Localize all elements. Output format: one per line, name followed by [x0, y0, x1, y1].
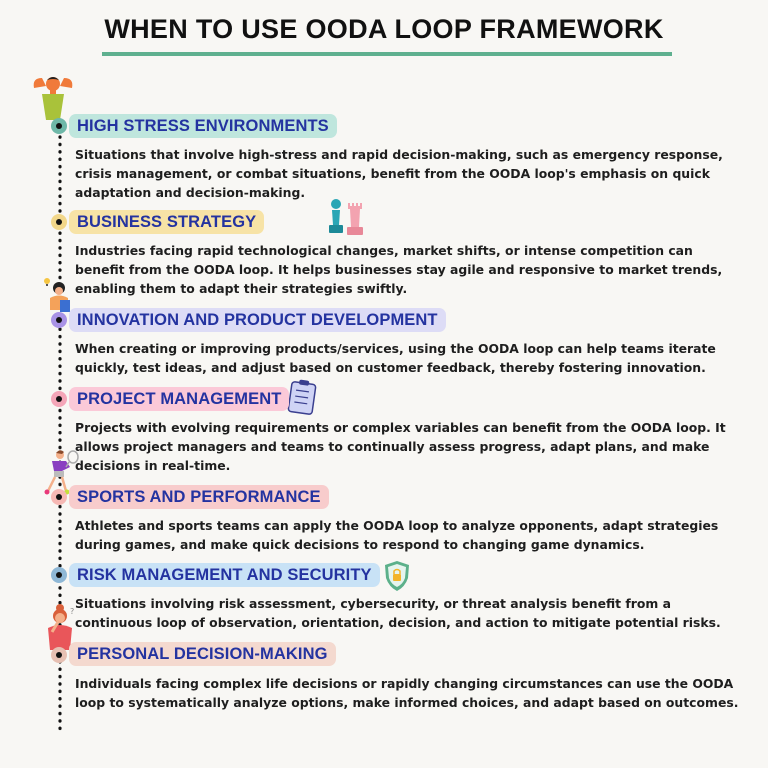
- section-heading: SPORTS AND PERFORMANCE: [69, 485, 329, 509]
- section-body: Situations that involve high-stress and rapid decision-making, such as emergency response, crisis management, or combat situations, benefit from the OODA loop's emphasis on quick adaptation and decision-making.: [75, 147, 723, 200]
- timeline-node: [51, 118, 67, 134]
- section-heading: INNOVATION AND PRODUCT DEVELOPMENT: [69, 308, 446, 332]
- section-body: When creating or improving products/services, using the OODA loop can help teams iterate quickly, test ideas, and adjust based on customer feedback, thereby fostering innovation.: [75, 341, 716, 375]
- timeline-node: [51, 214, 67, 230]
- section-body: Situations involving risk assessment, cybersecurity, or threat analysis benefit from a continuous loop of observation, orientation, decision, and action to mitigate potential risks.: [75, 596, 721, 630]
- section-body: Projects with evolving requirements or complex variables can benefit from the OODA loop. It allows project managers and teams to continually assess progress, adapt plans, and make decisions in real-time.: [75, 420, 726, 473]
- section-body: Athletes and sports teams can apply the OODA loop to analyze opponents, adapt strategies during games, and make quick decisions to respond to changing game dynamics.: [75, 518, 719, 552]
- chess-pieces-icon: [326, 197, 366, 237]
- timeline-node: [51, 647, 67, 663]
- person-idea-icon: [40, 276, 72, 314]
- section-heading: PROJECT MANAGEMENT: [69, 387, 289, 411]
- title-underline: [102, 52, 672, 56]
- section-body: Individuals facing complex life decisions or rapidly changing circumstances can use the OODA loop to systematically analyze options, make informed choices, and adapt based on outcomes.: [75, 676, 739, 710]
- shield-lock-icon: [384, 560, 410, 592]
- timeline-node: [51, 391, 67, 407]
- page-title: WHEN TO USE OODA LOOP FRAMEWORK: [104, 14, 664, 44]
- timeline-node: [51, 489, 67, 505]
- clipboard-icon: [286, 378, 320, 416]
- section-heading: BUSINESS STRATEGY: [69, 210, 264, 234]
- section-heading: RISK MANAGEMENT AND SECURITY: [69, 563, 380, 587]
- section-body: Industries facing rapid technological changes, market shifts, or intense competition can benefit from the OODA loop. It helps businesses stay agile and responsive to market trends, enabling them to adapt their strategies swiftly.: [75, 243, 723, 296]
- section-heading: PERSONAL DECISION-MAKING: [69, 642, 336, 666]
- svg-text:?: ?: [70, 607, 75, 616]
- section-heading: HIGH STRESS ENVIRONMENTS: [69, 114, 337, 138]
- timeline-node: [51, 567, 67, 583]
- stressed-person-icon: [30, 74, 76, 120]
- timeline-node: [51, 312, 67, 328]
